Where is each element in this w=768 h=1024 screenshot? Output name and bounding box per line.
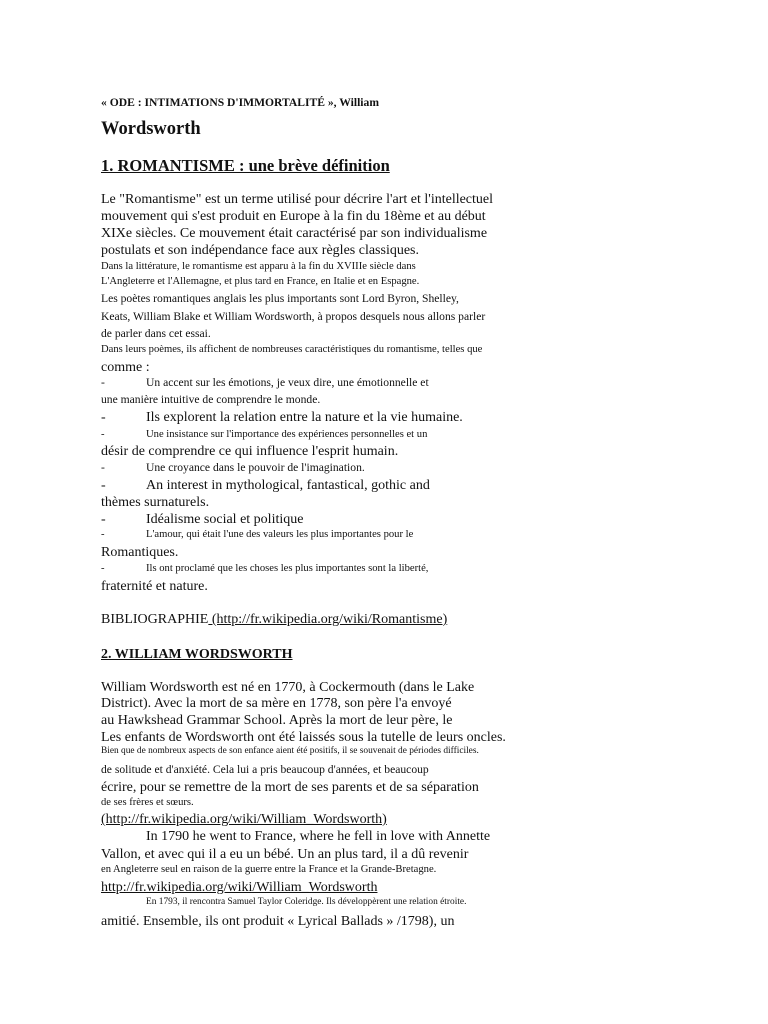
paragraph-line: Les enfants de Wordsworth ont été laissés sous la tutelle de leurs oncles. xyxy=(101,730,506,745)
title-line-2: Wordsworth xyxy=(101,119,201,139)
bullet-item xyxy=(101,530,413,541)
bullet-item xyxy=(101,462,365,474)
bullet-continuation: désir de comprendre ce qui influence l'esprit humain. xyxy=(101,444,399,459)
paragraph-line: comme : xyxy=(101,360,150,375)
bullet-dash: - xyxy=(101,478,106,493)
paragraph-line: de parler dans cet essai. xyxy=(101,327,211,340)
bullet-continuation: fraternité et nature. xyxy=(101,579,208,594)
paragraph-line: Bien que de nombreux aspects de son enfance aient été positifs, il se souvenait de périodes difficiles. xyxy=(101,746,479,756)
bullet-dash: - xyxy=(101,563,105,574)
paragraph-line: Le "Romantisme" est un terme utilisé pour décrire l'art et l'intellectuel xyxy=(101,192,494,207)
bullet-item xyxy=(101,430,427,441)
paragraph-line: L'Angleterre et l'Allemagne, et plus tard en France, en Italie et en Espagne. xyxy=(101,276,420,287)
bullet-item xyxy=(101,377,429,389)
bullet-text: An interest in mythological, fantastical, gothic and xyxy=(146,478,430,493)
bullet-text: L'amour, qui était l'une des valeurs les plus importantes pour le xyxy=(146,529,414,540)
section-heading-romantisme xyxy=(101,158,390,175)
wikipedia-link[interactable]: http://fr.wikipedia.org/wiki/William_Wordsworth xyxy=(101,880,378,895)
bullet-dash: - xyxy=(101,512,106,527)
paragraph-line: en Angleterre seul en raison de la guerre entre la France et la Grande-Bretagne. xyxy=(101,864,437,875)
bullet-dash: - xyxy=(101,529,105,540)
bullet-item xyxy=(101,479,430,493)
bullet-dash: - xyxy=(101,376,105,389)
bullet-continuation: une manière intuitive de comprendre le monde. xyxy=(101,393,321,406)
paragraph-line: postulats et son indépendance face aux règles classiques. xyxy=(101,243,420,258)
bullet-text: Un accent sur les émotions, je veux dire, une émotionnelle et xyxy=(146,376,429,389)
bullet-continuation: Romantiques. xyxy=(101,545,179,560)
bullet-text: Ils explorent la relation entre la nature et la vie humaine. xyxy=(146,410,463,425)
paragraph-line: En 1793, il rencontra Samuel Taylor Coleridge. Ils développèrent une relation étroite. xyxy=(146,897,467,907)
section-heading-wordsworth xyxy=(101,648,293,662)
paragraph-line: mouvement qui s'est produit en Europe à la fin du 18ème et au début xyxy=(101,209,486,224)
bullet-text: Ils ont proclamé que les choses les plus importantes sont la liberté, xyxy=(146,563,429,574)
paragraph-line: William Wordsworth est né en 1770, à Cockermouth (dans le Lake xyxy=(101,680,475,695)
paragraph-line: Dans la littérature, le romantisme est apparu à la fin du XVIIIe siècle dans xyxy=(101,261,416,272)
bullet-continuation: thèmes surnaturels. xyxy=(101,495,210,510)
paragraph-line: District). Avec la mort de sa mère en 1778, son père l'a envoyé xyxy=(101,696,452,711)
bullet-text: Une croyance dans le pouvoir de l'imagination. xyxy=(146,461,365,474)
paragraph-line: Vallon, et avec qui il a eu un bébé. Un an plus tard, il a dû revenir xyxy=(101,847,469,862)
bullet-item xyxy=(101,564,428,575)
paragraph-line: Dans leurs poèmes, ils affichent de nombreuses caractéristiques du romantisme, telles que xyxy=(101,344,483,355)
paragraph-line: Les poètes romantiques anglais les plus importants sont Lord Byron, Shelley, xyxy=(101,292,459,305)
paragraph-line: au Hawkshead Grammar School. Après la mort de leur père, le xyxy=(101,713,453,728)
bibliography-link[interactable]: (http://fr.wikipedia.org/wiki/Romantisme) xyxy=(208,612,448,627)
bullet-dash: - xyxy=(101,410,106,425)
bullet-dash: - xyxy=(101,429,105,440)
section-heading-wordsworth-text: 2. WILLIAM WORDSWORTH xyxy=(101,647,293,662)
paragraph-line: amitié. Ensemble, ils ont produit « Lyrical Ballads » /1798), un xyxy=(101,914,455,929)
bibliography-label: BIBLIOGRAPHIE xyxy=(101,612,209,627)
title-line-1: « ODE : INTIMATIONS D'IMMORTALITÉ », William xyxy=(101,96,379,109)
bibliography-line xyxy=(101,613,447,627)
paragraph-line: In 1790 he went to France, where he fell in love with Annette xyxy=(146,829,491,844)
wikipedia-link[interactable]: (http://fr.wikipedia.org/wiki/William_Wordsworth) xyxy=(101,812,387,827)
bullet-item xyxy=(101,513,303,527)
paragraph-line: de solitude et d'anxiété. Cela lui a pris beaucoup d'années, et beaucoup xyxy=(101,763,429,776)
paragraph-line: de ses frères et sœurs. xyxy=(101,797,194,808)
bullet-dash: - xyxy=(101,461,105,474)
paragraph-line: Keats, William Blake et William Wordsworth, à propos desquels nous allons parler xyxy=(101,310,486,323)
bullet-text: Une insistance sur l'importance des expériences personnelles et un xyxy=(146,429,428,440)
section-heading-romantisme-text: 1. ROMANTISME : une brève définition xyxy=(101,156,390,175)
paragraph-line: écrire, pour se remettre de la mort de ses parents et de sa séparation xyxy=(101,780,479,795)
bullet-text: Idéalisme social et politique xyxy=(146,512,304,527)
bullet-item xyxy=(101,411,463,425)
paragraph-line: XIXe siècles. Ce mouvement était caractérisé par son individualisme xyxy=(101,226,488,241)
